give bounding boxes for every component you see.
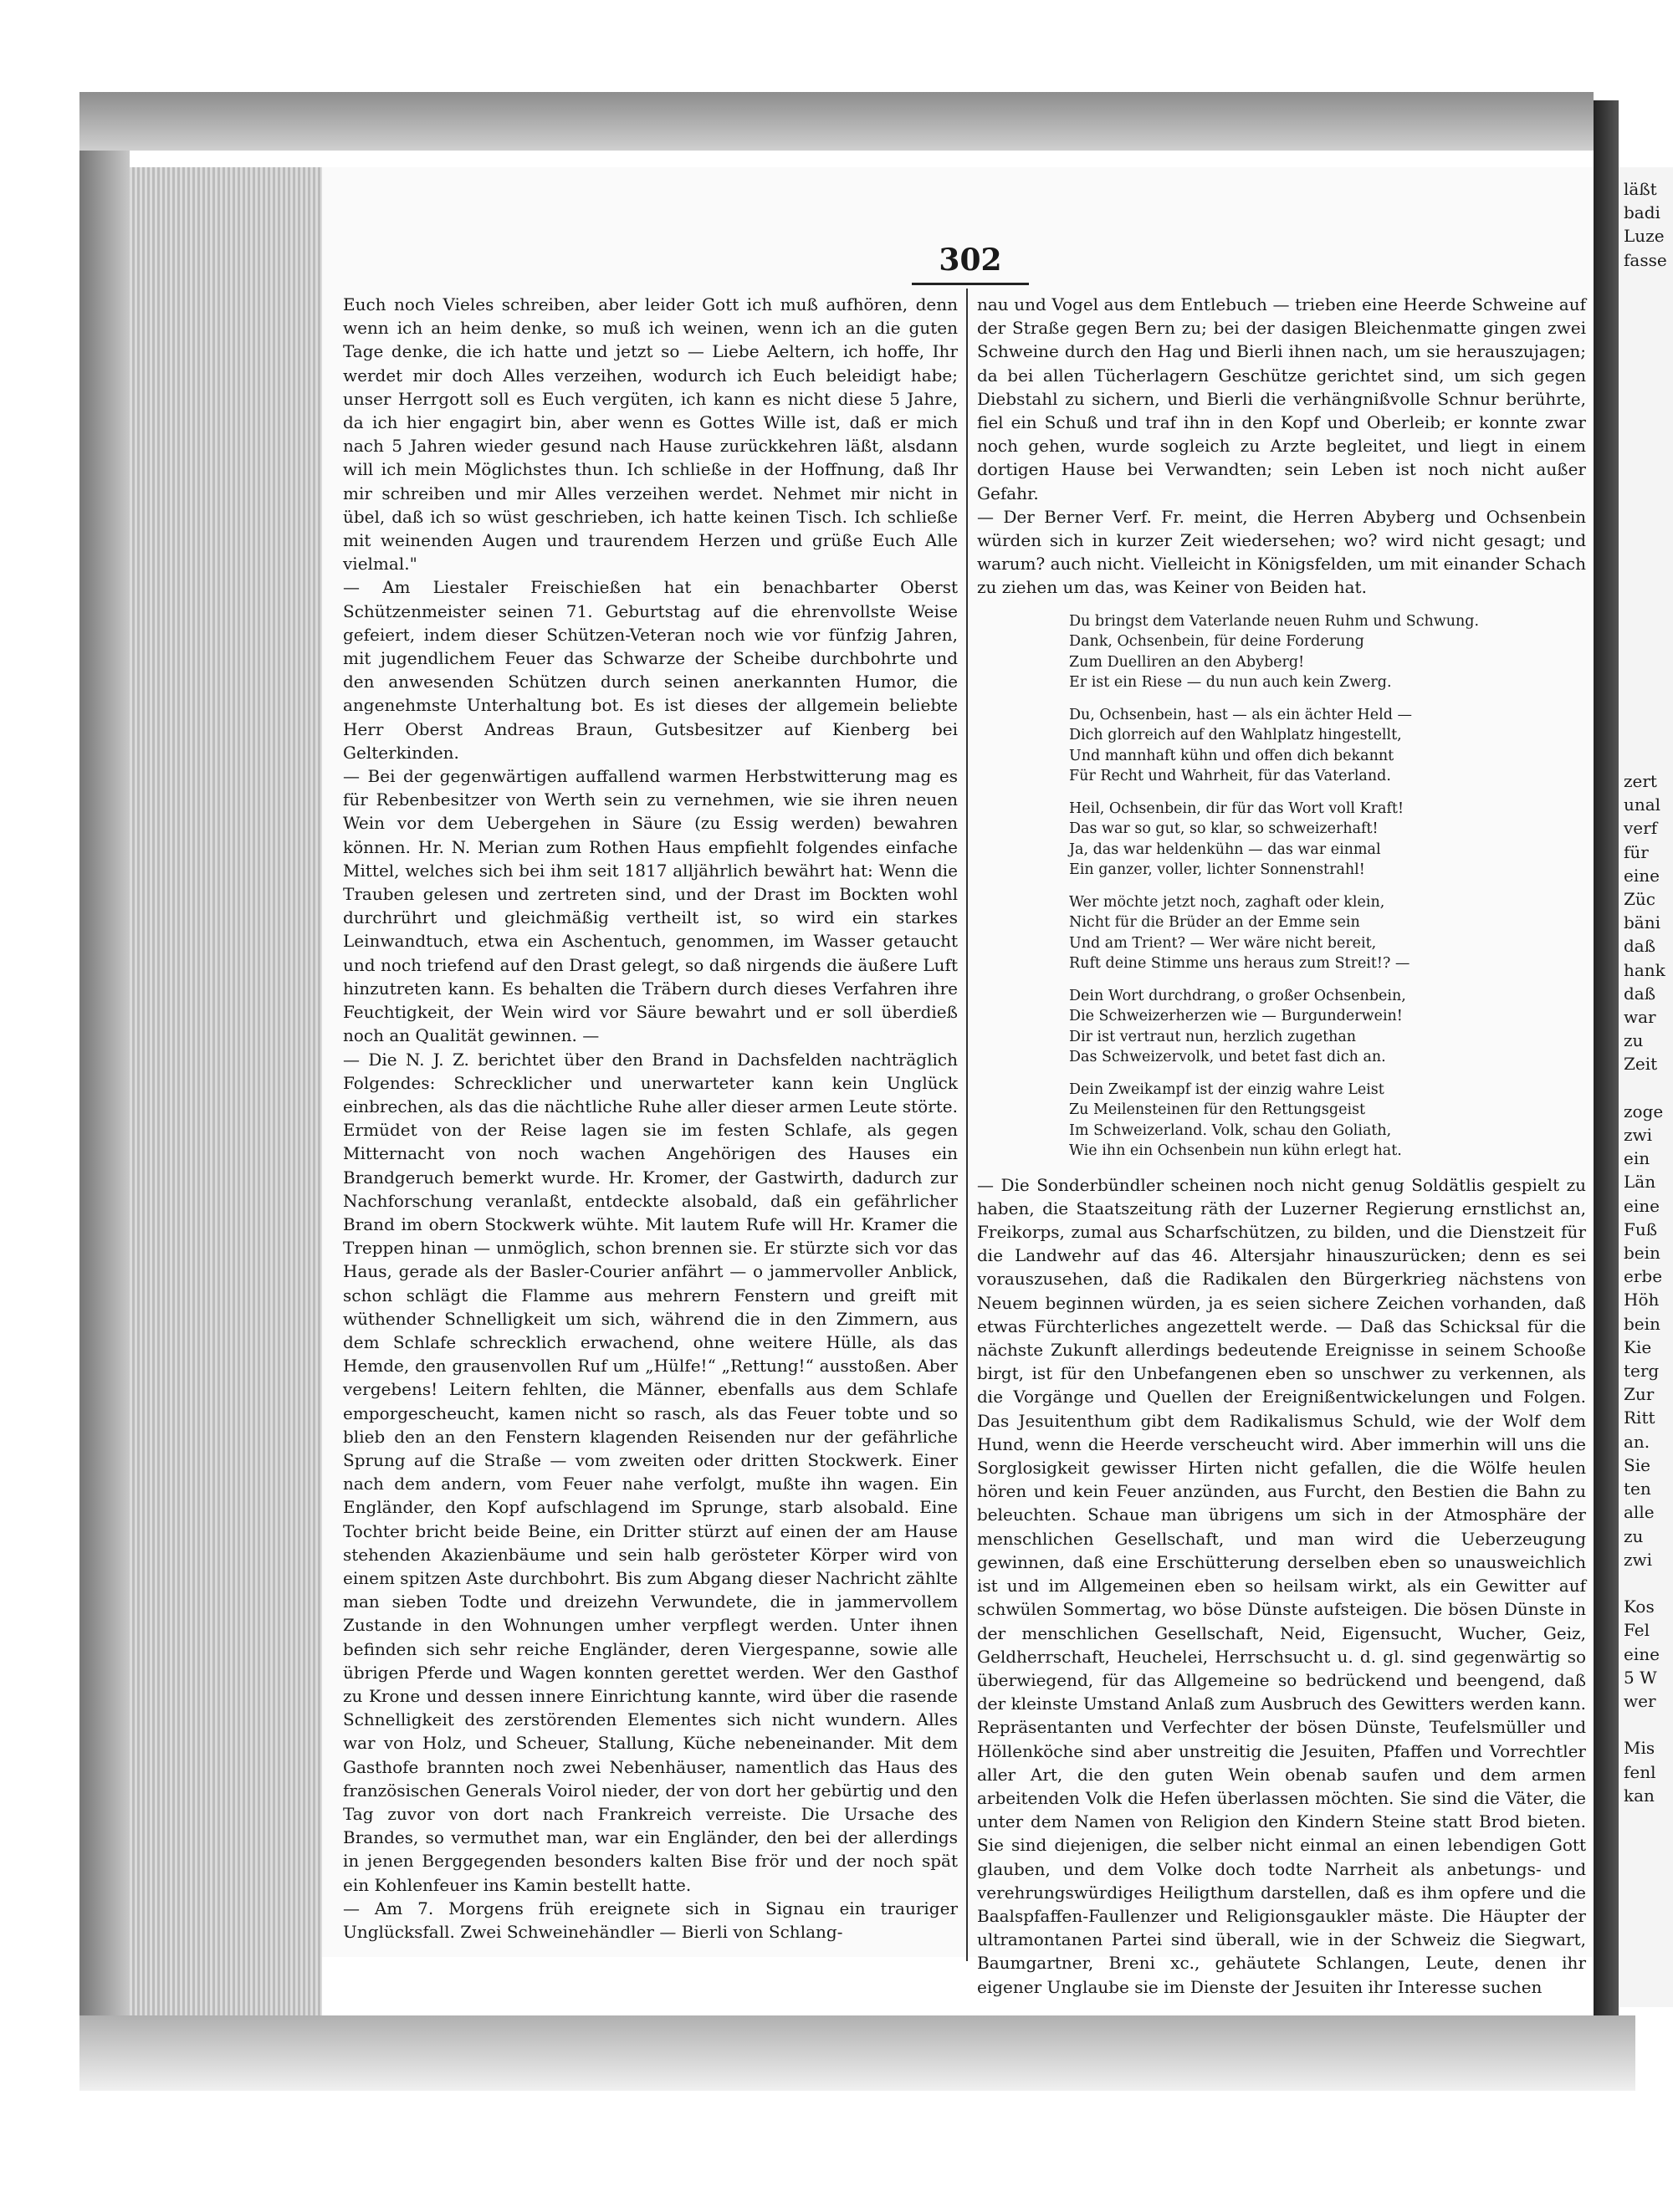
fragment-line: wer	[1624, 1690, 1656, 1711]
fragment-line	[1624, 1713, 1665, 1736]
fragment-line: zu	[1624, 1525, 1644, 1546]
poem-line: Ruft deine Stimme uns heraus zum Streit!? —	[1069, 955, 1410, 973]
fragment-line: zwi	[1624, 1125, 1653, 1146]
poem-line: Für Recht und Wahrheit, für das Vaterland.	[1069, 768, 1391, 785]
article-fire-dachsfelden: — Die N. J. Z. berichtet über den Brand in Dachsfelden nachträglich Folgendes: Schrecklicher und unerwarteter kann kein Unglück einbrechen, als das die nächtliche Ruhe aller dieser armen Leute störte. Ermüdet von der Reise lagen sie im festen Schlafe, als gegen Mitternacht von noch wachen Angehörigen des Hauses ein Brandgeruch bemerkt wurde. Hr. Kromer, der Gastwirth, dadurch zur Nachforschung veranlaßt, entdeckte alsobald, daß ein gefährlicher Brand im obern Stockwerk wühte. Mit lautem Rufe will Hr. Kramer die Treppen hinan — unmöglich, schon brennen sie. Er stürzte sich vor das Haus, gerade als der Basler-Courier anfährt — o jammervoller Anblick, schon schlägt die Flamme aus mehrern Fenstern und greift mit wüthender Schnelligkeit um sich, während die in den Zimmern, aus dem Schlafe schrecklich erwachend, ohne weitere Hülle, als das Hemde, den grausenvollen Ruf um „Hülfe!“ „Rettung!“ ausstoßen. Aber vergebens! Leitern fehlten, die Männer, ebenfalls aus dem Schlafe emporgescheucht, kamen nicht so rasch, als das Feuer tobte und so blieb den an den Fenstern klagenden Reisenden nur der gefährliche Sprung auf die Straße — vom zweiten oder dritten Stockwerk. Einer nach dem andern, vom Feuer nahe verfolgt, mußte ihn wagen. Ein Engländer, den Kopf aufschlagend im Sprunge, starb alsobald. Eine Tochter bricht beide Beine, ein Dritter stürzt auf einen der am Hause stehenden Akazienbäume und sein halb gerösteter Körper wird von einem spitzen Aste durchbohrt. Bis zum Abgang dieser Nachricht zählte man sieben Todte und dreizehn Verwundete, die in jammervollem Zustande in den Wohnungen umher verpflegt werden. Unter ihnen befinden sich sehr reiche Engländer, deren Viergespanne, sowie alle übrigen Pferde und Wagen konnten gerettet werden. Wer den Gasthof zu Krone und dessen innere Einrichtung kannte, wird über die rasende Schnelligkeit des zerstörenden Elementes sich nicht wundern. Alles war von Holz, und Scheuer, Stallung, Küche nebeneinander. Mit dem Gasthofe brannten noch zwei Nebenhäuser, namentlich das Haus des französischen Generals Voirol nieder, der von dort her gebürtig und den Tag zuvor von dort nach Frankreich verreiste. Die Ursache des Brandes, so vermuthet man, war ein Engländer, den bei der allerdings in jenen Berggegenden besonders kalten Bise frör und der noch spät ein Kohlenfeuer ins Kamin bestellt hatte.	[343, 1049, 958, 1895]
poem-stanza	[1069, 986, 1586, 1068]
poem-stanza	[1069, 1080, 1586, 1162]
scan-border-bottom	[79, 2015, 1635, 2091]
fragment-line: bäni	[1624, 912, 1661, 933]
poem-line: Wer möchte jetzt noch, zaghaft oder klein,	[1069, 893, 1385, 911]
fragment-line: verf	[1624, 818, 1658, 839]
page-number-rule	[912, 283, 1029, 285]
fragment-line: Kos	[1624, 1596, 1655, 1617]
poem-line: Ja, das war heldenkühn — das war einmal	[1069, 840, 1381, 858]
fragment-line: Mis	[1624, 1738, 1655, 1759]
poem-line: Du, Ochsenbein, hast — als ein ächter Held —	[1069, 706, 1413, 723]
left-column	[343, 293, 958, 1944]
scan-border-top	[79, 92, 1594, 151]
facing-page-fragments-mid	[1624, 769, 1665, 1807]
poem-line: Ein ganzer, voller, lichter Sonnenstrahl!	[1069, 861, 1365, 879]
fragment-line: erbe	[1624, 1266, 1663, 1287]
poem-stanza	[1069, 705, 1586, 787]
fragment-line: eine	[1624, 1643, 1660, 1664]
poem-stanza	[1069, 892, 1586, 974]
poem-line: Heil, Ochsenbein, dir für das Wort voll Kraft!	[1069, 799, 1404, 817]
fragment-line: Sie	[1624, 1454, 1650, 1475]
fragment-line: alle	[1624, 1502, 1655, 1523]
poem-line: Dank, Ochsenbein, für deine Forderung	[1069, 633, 1364, 651]
fragment-line: Fuß	[1624, 1218, 1658, 1239]
fragment-line: bein	[1624, 1243, 1660, 1264]
article-sonderbund: — Die Sonderbündler scheinen noch nicht genug Soldätlis gespielt zu haben, die Staatszeitung räth der Luzerner Regierung ernstlichst an, Freikorps, zumal aus Scharfschützen, zu bilden, und die Dienstzeit für die Landwehr auf das 46. Altersjahr hinauszurücken; denn es sei vorauszusehen, daß die Radikalen den Bürgerkrieg nächstens von Neuem beginnen würden, ja es seien sichere Zeichen vorhanden, daß etwas Fürchterliches angezettelt werde. — Daß das Schicksal für die nächste Zukunft allerdings bedeutende Ereignisse in seinem Schooße birgt, ist für den Unbefangenen eben so unschwer zu verkennen, als die Vorgänge und Quellen der Ereignißentwickelungen und Folgen. Das Jesuitenthum gibt dem Radikalismus Schuld, wie der Wolf dem Hund, wenn die Heerde verscheucht wird. Aber immerhin will uns die Sorglosigkeit gewisser Hirten nicht gefallen, die die Wölfe heulen hören und kein Feuer anzünden, aus Furcht, den Bestien die Bahn zu beleuchten. Schaue man übrigens um sich in der Atmosphäre der menschlichen Gesellschaft, und man wird die Ueberzeugung gewinnen, daß eine Erschütterung derselben eben so unausweichlich ist und im Allgemeinen eben so heilsam wirkt, als ein Gewitter auf schwülen Sommertag, wo böse Dünste aufsteigen. Die bösen Dünste in der menschlichen Gesellschaft, Neid, Eigensucht, Wucher, Geiz, Geldherrschaft, Heuchelei, Herrschsucht u. d. gl. sind gegenwärtig so überwiegend, für das Allgemeine so bedrückend und beengend, daß der kleinste Umstand Anlaß zum Ausbruch des Gewitters werden kann. Repräsentanten und Verfechter der bösen Dünste, Teufelsmüller und Höllenköche sind aber unstreitig die Jesuiten, Pfaffen und Vorrechtler aller Art, die den guten Wein obenab saufen und dem armen arbeitenden Volk die Hefen überlassen möchten. Sie sind die Väter, die unter dem Namen von Religion den Kindern Steine statt Brod bieten. Sie sind diejenigen, die selber nicht einmal an einen lebendigen Gott glauben, und dem Volke doch todte Narrheit als anbetungs- und verehrungswürdiges Heiligthum darstellen, daß es ihm opfere und die Baalspfaffen-Faullenzer und Religionsgaukler mäste. Die Häupter der ultramontanen Partei sind überall, wie in der Schweiz die Siegwart, Baumgartner, Breni xc., gehäutete Schlangen, Leute, denen ihr eigener Unglaube sie im Dienste der Jesuiten ihr Interesse suchen	[977, 1174, 1586, 1997]
poem-line: Du bringst dem Vaterlande neuen Ruhm und Schwung.	[1069, 612, 1480, 630]
page-number: 302	[939, 243, 1002, 278]
fragment-line: Zur	[1624, 1384, 1655, 1405]
column-divider	[966, 289, 968, 1961]
fragment-line: Züc	[1624, 889, 1655, 910]
fragment-line: daß	[1624, 936, 1656, 957]
poem-stanza	[1069, 799, 1586, 881]
poem-line: Dir ist vertraut nun, herzlich zugethan	[1069, 1028, 1357, 1045]
article-letter-ending: Euch noch Vieles schreiben, aber leider Gott ich muß aufhören, denn wenn ich an heim denke, so muß ich weinen, wenn ich an die guten Tage denke, die ich hatte und jetzt so — Liebe Aeltern, ich hoffe, Ihr werdet mir doch Alles verzeihen, wodurch ich Euch beleidigt habe; unser Herrgott soll es Euch vergüten, ich kann es nicht diese 5 Jahre, da ich hier engagirt bin, aber wenn es Gottes Wille ist, daß er mich nach 5 Jahren wieder gesund nach Hause zurückkehren läßt, alsdann will ich mein Möglichstes thun. Ich schließe in der Hoffnung, daß Ihr mir schreiben und mir Alles verzeihen werdet. Nehmet mir nicht in übel, daß ich so wüst geschrieben, ich hatte keinen Tisch. Ich schließe mit weinenden Augen und traurendem Herzen und grüße Euch Alle vielmal."	[343, 294, 958, 575]
fragment-line: Luze	[1624, 226, 1665, 247]
fragment-line: für	[1624, 841, 1649, 862]
fragment-line: Zeit	[1624, 1054, 1658, 1075]
article-liestal: — Am Liestaler Freischießen hat ein benachbarter Oberst Schützenmeister seinen 71. Geburtstag auf die ehrenvollste Weise gefeiert, indem dieser Schützen-Veteran noch wie vor fünfzig Jahren, mit jugendlichem Feuer das Schwarze der Scheibe durchbohrte und den anwesenden Schützen durch seinen anerkannten Humor, die angenehmste Unterhaltung bot. Es ist dieses der allgemein beliebte Herr Oberst Andreas Braun, Gutsbesitzer auf Kienberg bei Gelterkinden.	[343, 577, 958, 763]
fragment-line: eine	[1624, 865, 1660, 886]
poem-line: Er ist ein Riese — du nun auch kein Zwerg.	[1069, 674, 1392, 692]
poem-line: Zum Duelliren an den Abyberg!	[1069, 653, 1305, 671]
article-berner: — Der Berner Verf. Fr. meint, die Herren Abyberg und Ochsenbein würden sich in kurzer Zeit wiedersehen; wo? wird nicht gesagt; und warum? auch nicht. Vielleicht in Königsfelden, um mit einander Schach zu ziehen um das, was Keiner von Beiden hat.	[977, 506, 1586, 598]
fragment-line: war	[1624, 1007, 1656, 1028]
fragment-line: daß	[1624, 983, 1656, 1004]
fragment-line: badi	[1624, 202, 1660, 223]
poem-line: Dein Wort durchdrang, o großer Ochsenbein,	[1069, 987, 1406, 1004]
poem-line: Das war so gut, so klar, so schweizerhaft!	[1069, 820, 1379, 838]
fragment-line: fenl	[1624, 1761, 1656, 1782]
poem-line: Und am Trient? — Wer wäre nicht bereit,	[1069, 934, 1377, 952]
poem-line: Im Schweizerland. Volk, schau den Goliath,	[1069, 1121, 1392, 1139]
poem-line: Die Schweizerherzen wie — Burgunderwein!	[1069, 1008, 1403, 1025]
poem	[1069, 611, 1586, 1162]
fragment-line: 5 W	[1624, 1667, 1657, 1688]
poem-line: Und mannhaft kühn und offen dich bekannt	[1069, 747, 1394, 764]
fragment-line: Län	[1624, 1172, 1656, 1193]
fragment-line: Ritt	[1624, 1407, 1655, 1428]
fragment-line: fasse	[1624, 249, 1667, 270]
fragment-line: zert	[1624, 771, 1657, 791]
fragment-line: Fel	[1624, 1620, 1650, 1641]
fragment-line: zoge	[1624, 1101, 1664, 1121]
fragment-line: an.	[1624, 1431, 1650, 1452]
book-gutter	[1594, 100, 1619, 2091]
poem-line: Das Schweizervolk, und betet fast dich an.	[1069, 1049, 1386, 1066]
article-wine: — Bei der gegenwärtigen auffallend warmen Herbstwitterung mag es für Rebenbesitzer von Werth sein zu vernehmen, wie sie ihren neuen Wein vor dem Uebergehen in Säure (zu Essig werden) bewahren können. Hr. N. Merian zum Rothen Haus empfiehlt folgendes einfache Mittel, welches sich bei ihm seit 1817 alljährlich bewährt hat: Wenn die Trauben gelesen und zertreten sind, und der Drast im Bockten wohl durchrührt und gleichmäßig vertheilt ist, so wird ein starkes Leinwandtuch, etwa ein Aschentuch, genommen, im Wasser getaucht und noch triefend auf den Drast gelegt, so daß nirgends die äußere Luft hinzutreten kann. Es behalten die Träbern durch dieses Verfahren ihre Feuchtigkeit, der Wein wird vor Säure bewahrt und er soll überdieß noch an Qualität gewinnen. —	[343, 766, 958, 1046]
poem-stanza	[1069, 611, 1586, 693]
fragment-line	[1624, 1076, 1665, 1100]
poem-line: Dein Zweikampf ist der einzig wahre Leist	[1069, 1080, 1384, 1098]
fragment-line	[1624, 1571, 1665, 1595]
scan-border-left	[79, 151, 130, 2074]
fragment-line: terg	[1624, 1361, 1660, 1382]
fragment-line: zwi	[1624, 1549, 1653, 1570]
fragment-line: ein	[1624, 1148, 1650, 1169]
fragment-line: zu	[1624, 1030, 1644, 1051]
fragment-line: kan	[1624, 1785, 1655, 1806]
fragment-line: läßt	[1624, 179, 1657, 199]
facing-page-edge	[1619, 167, 1673, 2007]
fragment-line: Kie	[1624, 1336, 1652, 1357]
fragment-line: unal	[1624, 794, 1661, 815]
fragment-line: hank	[1624, 959, 1665, 980]
poem-line: Nicht für die Brüder an der Emme sein	[1069, 914, 1360, 932]
fragment-line: eine	[1624, 1195, 1660, 1216]
poem-line: Wie ihn ein Ochsenbein nun kühn erlegt hat.	[1069, 1142, 1402, 1160]
poem-line: Zu Meilensteinen für den Rettungsgeist	[1069, 1101, 1366, 1119]
book-page-edges	[130, 167, 322, 2015]
article-signau-cont: nau und Vogel aus dem Entlebuch — trieben eine Heerde Schweine auf der Straße gegen Bern zu; bei der dasigen Bleichenmatte gingen zwei Schweine durch den Hag und Bierli ihnen nach, um sie herauszujagen; da bei allen Tücherlagern Geschütze gerichtet sind, um sich gegen Diebstahl zu sichern, und Bierli die verhängnißvolle Schnur berührte, fiel ein Schuß und traf ihn in den Kopf und Oberleib; er konnte zwar noch gehen, wurde sogleich zu Arzte begleitet, und liegt in einem dortigen Hause bei Verwandten; sein Leben ist noch nicht außer Gefahr.	[977, 294, 1586, 503]
fragment-line: Höh	[1624, 1290, 1660, 1310]
poem-line: Dich glorreich auf den Wahlplatz hingestellt,	[1069, 727, 1402, 744]
article-signau-start: — Am 7. Morgens früh ereignete sich in Signau ein trauriger Unglücksfall. Zwei Schweinehändler — Bierli von Schlang-	[343, 1898, 958, 1943]
fragment-line: ten	[1624, 1479, 1651, 1499]
fragment-line: bein	[1624, 1313, 1660, 1334]
right-column	[977, 293, 1586, 1999]
facing-page-fragments-top	[1624, 177, 1667, 272]
